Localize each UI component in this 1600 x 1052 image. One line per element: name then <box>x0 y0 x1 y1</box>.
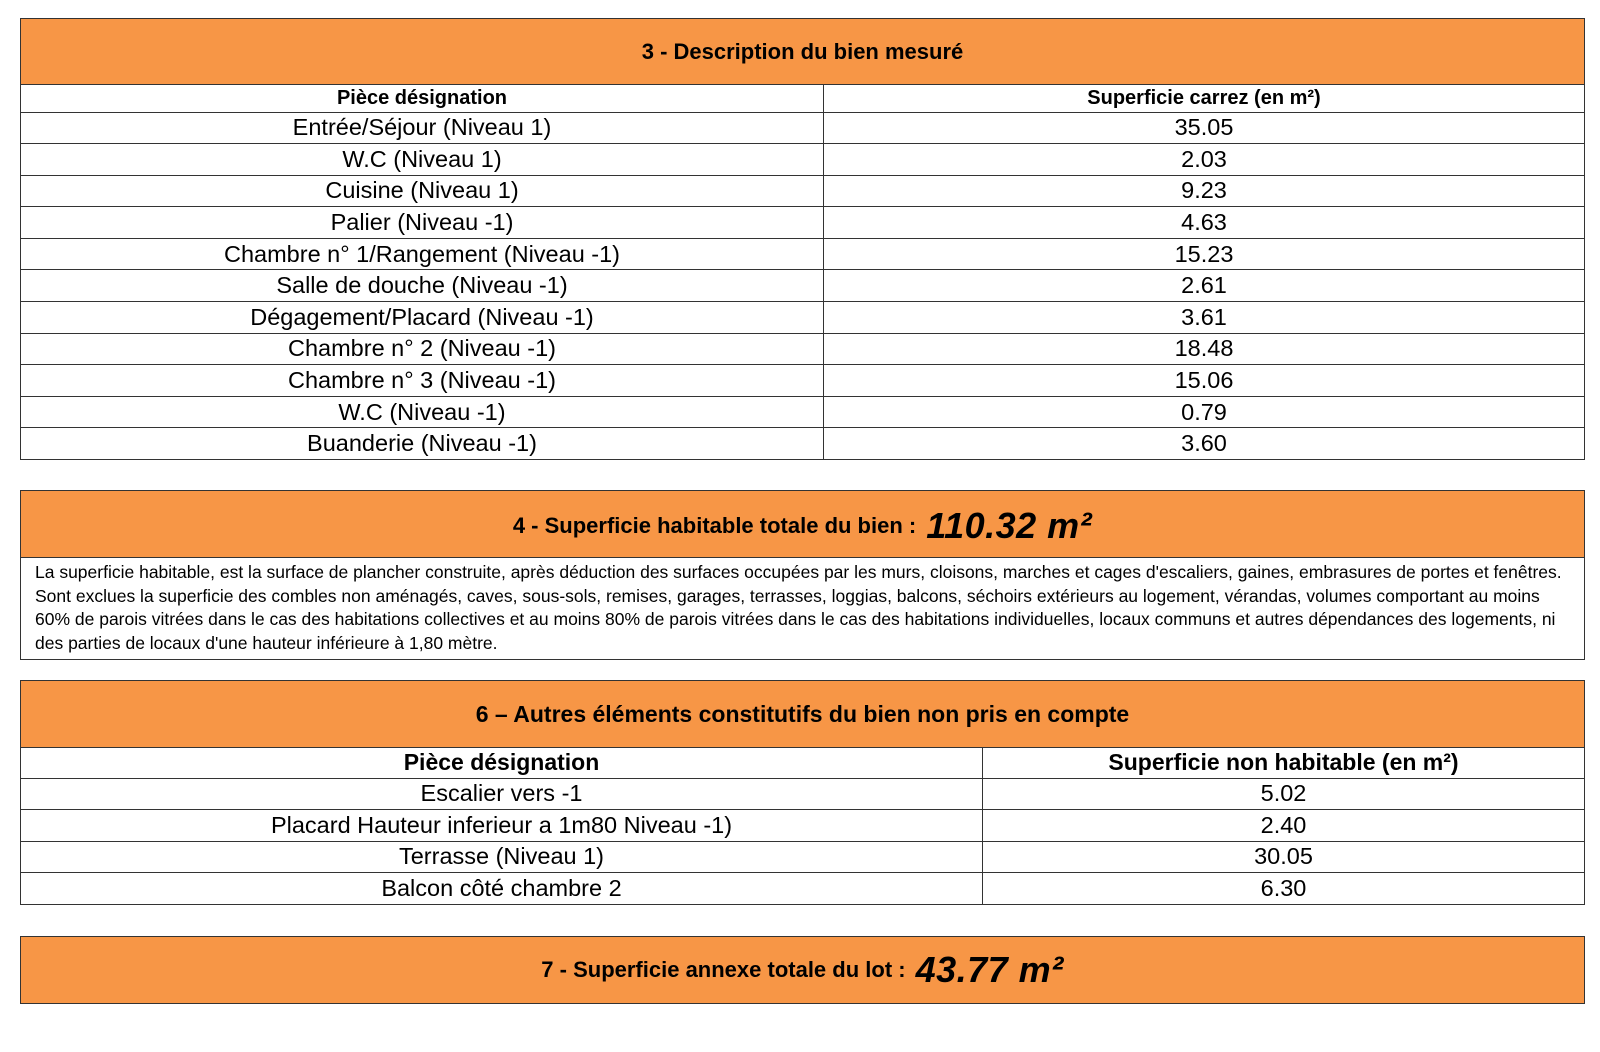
col-surface-header: Superficie non habitable (en m²) <box>983 747 1585 778</box>
annex-table <box>20 747 1585 905</box>
piece-cell: Entrée/Séjour (Niveau 1) <box>21 112 824 144</box>
section-4-banner <box>20 490 1585 558</box>
table-row <box>21 302 1585 334</box>
piece-cell: Palier (Niveau -1) <box>21 207 824 239</box>
piece-cell: W.C (Niveau -1) <box>21 396 824 428</box>
surface-cell: 30.05 <box>983 841 1585 873</box>
surface-cell: 5.02 <box>983 778 1585 810</box>
section-7 <box>20 936 1585 1004</box>
section-6-banner <box>20 680 1585 748</box>
annex-table-header <box>21 747 1585 778</box>
table-row <box>21 333 1585 365</box>
habitable-definition-note: La superficie habitable, est la surface de plancher construite, après déduction des surfaces occupées par les murs, cloisons, marches et cages d'escaliers, gaines, embrasures de portes et fenêtres. Sont exclues la superficie des combles non aménagés, caves, sous-sols, remises, garages, terrasses, loggias, balcons, séchoirs extérieurs au logement, vérandas, volumes comportant au moins 60% de parois vitrées dans le cas des habitations collectives et au moins 80% de parois vitrées dans le cas des habitations individuelles, locaux communs et autres dépendances des logements, ni des parties de locaux d'une hauteur inférieure à 1,80 mètre. <box>20 558 1585 660</box>
col-surface-header: Superficie carrez (en m²) <box>824 84 1585 112</box>
carrez-table-header <box>21 84 1585 112</box>
surface-cell: 2.61 <box>824 270 1585 302</box>
surface-cell: 15.23 <box>824 238 1585 270</box>
table-row <box>21 112 1585 144</box>
piece-cell: Buanderie (Niveau -1) <box>21 428 824 460</box>
piece-cell: Salle de douche (Niveau -1) <box>21 270 824 302</box>
piece-cell: Terrasse (Niveau 1) <box>21 841 983 873</box>
surface-cell: 6.30 <box>983 873 1585 905</box>
surface-cell: 18.48 <box>824 333 1585 365</box>
surface-cell: 35.05 <box>824 112 1585 144</box>
table-row <box>21 841 1585 873</box>
section-7-title: 7 - Superficie annexe totale du lot : <box>541 957 906 982</box>
piece-cell: W.C (Niveau 1) <box>21 144 824 176</box>
surface-cell: 15.06 <box>824 365 1585 397</box>
table-row <box>21 428 1585 460</box>
table-row <box>21 270 1585 302</box>
table-row <box>21 207 1585 239</box>
piece-cell: Placard Hauteur inferieur a 1m80 Niveau -1) <box>21 810 983 842</box>
piece-cell: Chambre n° 3 (Niveau -1) <box>21 365 824 397</box>
section-7-banner <box>20 936 1585 1004</box>
table-row <box>21 144 1585 176</box>
table-row <box>21 873 1585 905</box>
section-3-title: 3 - Description du bien mesuré <box>641 38 964 64</box>
section-6-title: 6 – Autres éléments constitutifs du bien non pris en compte <box>475 700 1130 727</box>
carrez-table <box>20 84 1585 461</box>
table-row <box>21 238 1585 270</box>
surface-cell: 9.23 <box>824 175 1585 207</box>
surface-cell: 2.40 <box>983 810 1585 842</box>
table-row <box>21 175 1585 207</box>
piece-cell: Escalier vers -1 <box>21 778 983 810</box>
section-3-banner <box>20 18 1585 85</box>
section-4 <box>20 490 1585 660</box>
section-6 <box>20 680 1585 905</box>
table-row <box>21 778 1585 810</box>
surface-cell: 3.61 <box>824 302 1585 334</box>
section-4-title: 4 - Superficie habitable totale du bien : <box>512 513 917 538</box>
habitable-total: 110.32 m² <box>926 505 1093 546</box>
table-row <box>21 396 1585 428</box>
piece-cell: Dégagement/Placard (Niveau -1) <box>21 302 824 334</box>
table-row <box>21 810 1585 842</box>
surface-cell: 3.60 <box>824 428 1585 460</box>
surface-cell: 4.63 <box>824 207 1585 239</box>
piece-cell: Chambre n° 1/Rangement (Niveau -1) <box>21 238 824 270</box>
piece-cell: Cuisine (Niveau 1) <box>21 175 824 207</box>
surface-cell: 0.79 <box>824 396 1585 428</box>
piece-cell: Balcon côté chambre 2 <box>21 873 983 905</box>
col-piece-header: Pièce désignation <box>21 84 824 112</box>
piece-cell: Chambre n° 2 (Niveau -1) <box>21 333 824 365</box>
annex-total: 43.77 m² <box>915 949 1064 990</box>
table-row <box>21 365 1585 397</box>
surface-cell: 2.03 <box>824 144 1585 176</box>
section-3 <box>20 18 1585 460</box>
col-piece-header: Pièce désignation <box>21 747 983 778</box>
